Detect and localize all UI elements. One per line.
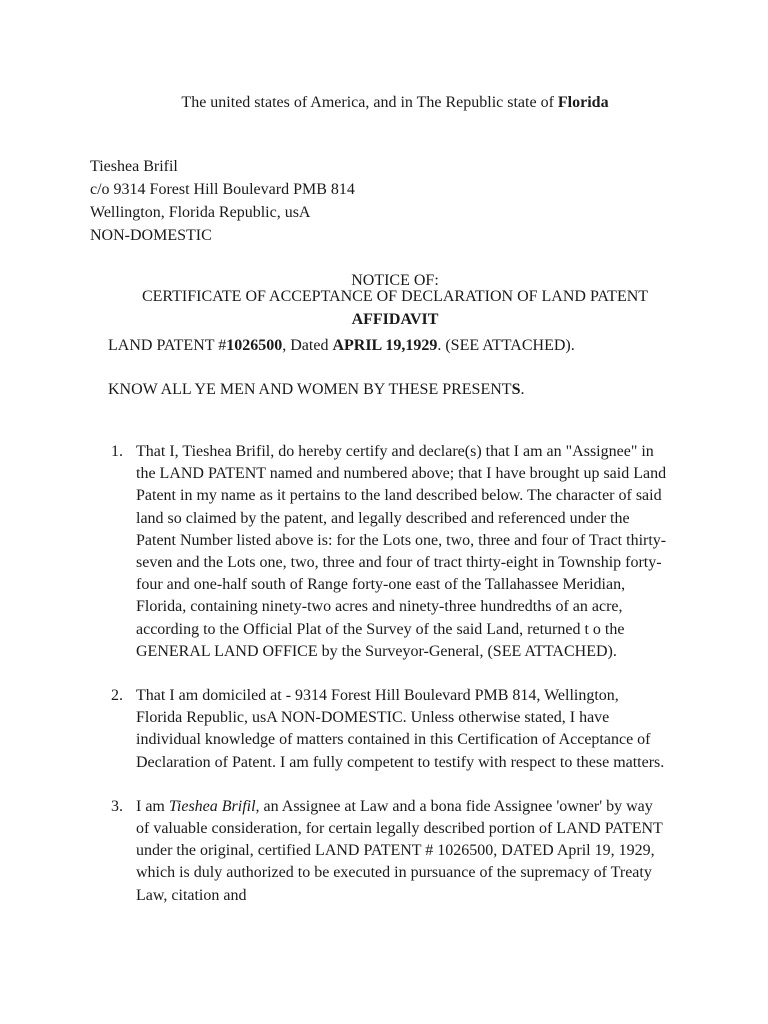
item-pre: I am: [136, 797, 169, 815]
patent-middle: , Dated: [282, 337, 333, 354]
address-line: Wellington, Florida Republic, usA: [90, 204, 311, 221]
know-end: .: [520, 381, 525, 398]
list-item: [108, 796, 668, 907]
item-number: 3.: [111, 797, 123, 815]
address-status: NON-DOMESTIC: [90, 227, 212, 244]
assignee-name: Tieshea Brifil,: [168, 797, 260, 815]
land-patent-line: [108, 337, 575, 355]
address-line: c/o 9314 Forest Hill Boulevard PMB 814: [90, 181, 355, 198]
declaration-list: [108, 441, 668, 929]
patent-prefix: LAND PATENT #: [108, 337, 227, 354]
item-text: That I, Tieshea Brifil, do hereby certify and declare(s) that I am an "Assignee" in the LAND PATENT named and numbered above; that I have brought up said Land Patent in my name as it pertains to the land described below. The character of said land so claimed by the patent, and legally described and referenced under the Patent Number listed above is: for the Lots one, two, three and four of Tract thirty-seven and the Lots one, two, three and four of tract thirty-eight in Township forty-four and one-half south of Range forty-one east of the Tallahassee Meridian, Florida, containing ninety-two acres and ninety-three hundredths of an acre, according to the Official Plat of the Survey of the said Land, returned t o the GENERAL LAND OFFICE by the Surveyor-General, (SEE ATTACHED).: [136, 443, 667, 660]
know-all-men-line: [108, 381, 524, 399]
patent-suffix: . (SEE ATTACHED).: [437, 337, 575, 354]
sender-name: Tieshea Brifil: [90, 158, 178, 175]
patent-number: 1026500: [226, 337, 283, 354]
document-heading: [0, 94, 768, 112]
item-number: 2.: [111, 687, 123, 705]
list-item: [108, 685, 668, 774]
know-text: KNOW ALL YE MEN AND WOMEN BY THESE PRESENT: [108, 381, 512, 398]
notice-subtitle: AFFIDAVIT: [351, 311, 439, 328]
item-number: 1.: [111, 443, 123, 460]
item-text: an Assignee at Law and a bona fide Assignee 'owner' by way of valuable consideration, for certain legally described portion of LAND PATENT under the original, certified LAND PATENT # 1026500, DATED April 19, 1929, which is duly authorized to be executed in pursuance of the supremacy of Treaty Law, citation and: [136, 797, 663, 904]
patent-date: APRIL 19,1929: [332, 337, 438, 354]
know-bold-letter: S: [511, 381, 521, 398]
sender-address-block: [90, 155, 355, 247]
heading-text: The united states of America, and in The Republic state of: [181, 94, 558, 111]
notice-title: CERTIFICATE OF ACCEPTANCE OF DECLARATION OF LAND PATENT: [141, 288, 649, 305]
item-text: That I am domiciled at - 9314 Forest Hill Boulevard PMB 814, Wellington, Florida Republic, usA NON-DOMESTIC. Unless otherwise stated, I have individual knowledge of matters contained in this Certification of Acceptance of Declaration of Patent. I am fully competent to testify with respect to these matters.: [136, 687, 665, 771]
notice-label: NOTICE OF:: [351, 272, 439, 289]
heading-state: Florida: [557, 94, 609, 111]
list-item: [108, 441, 668, 663]
